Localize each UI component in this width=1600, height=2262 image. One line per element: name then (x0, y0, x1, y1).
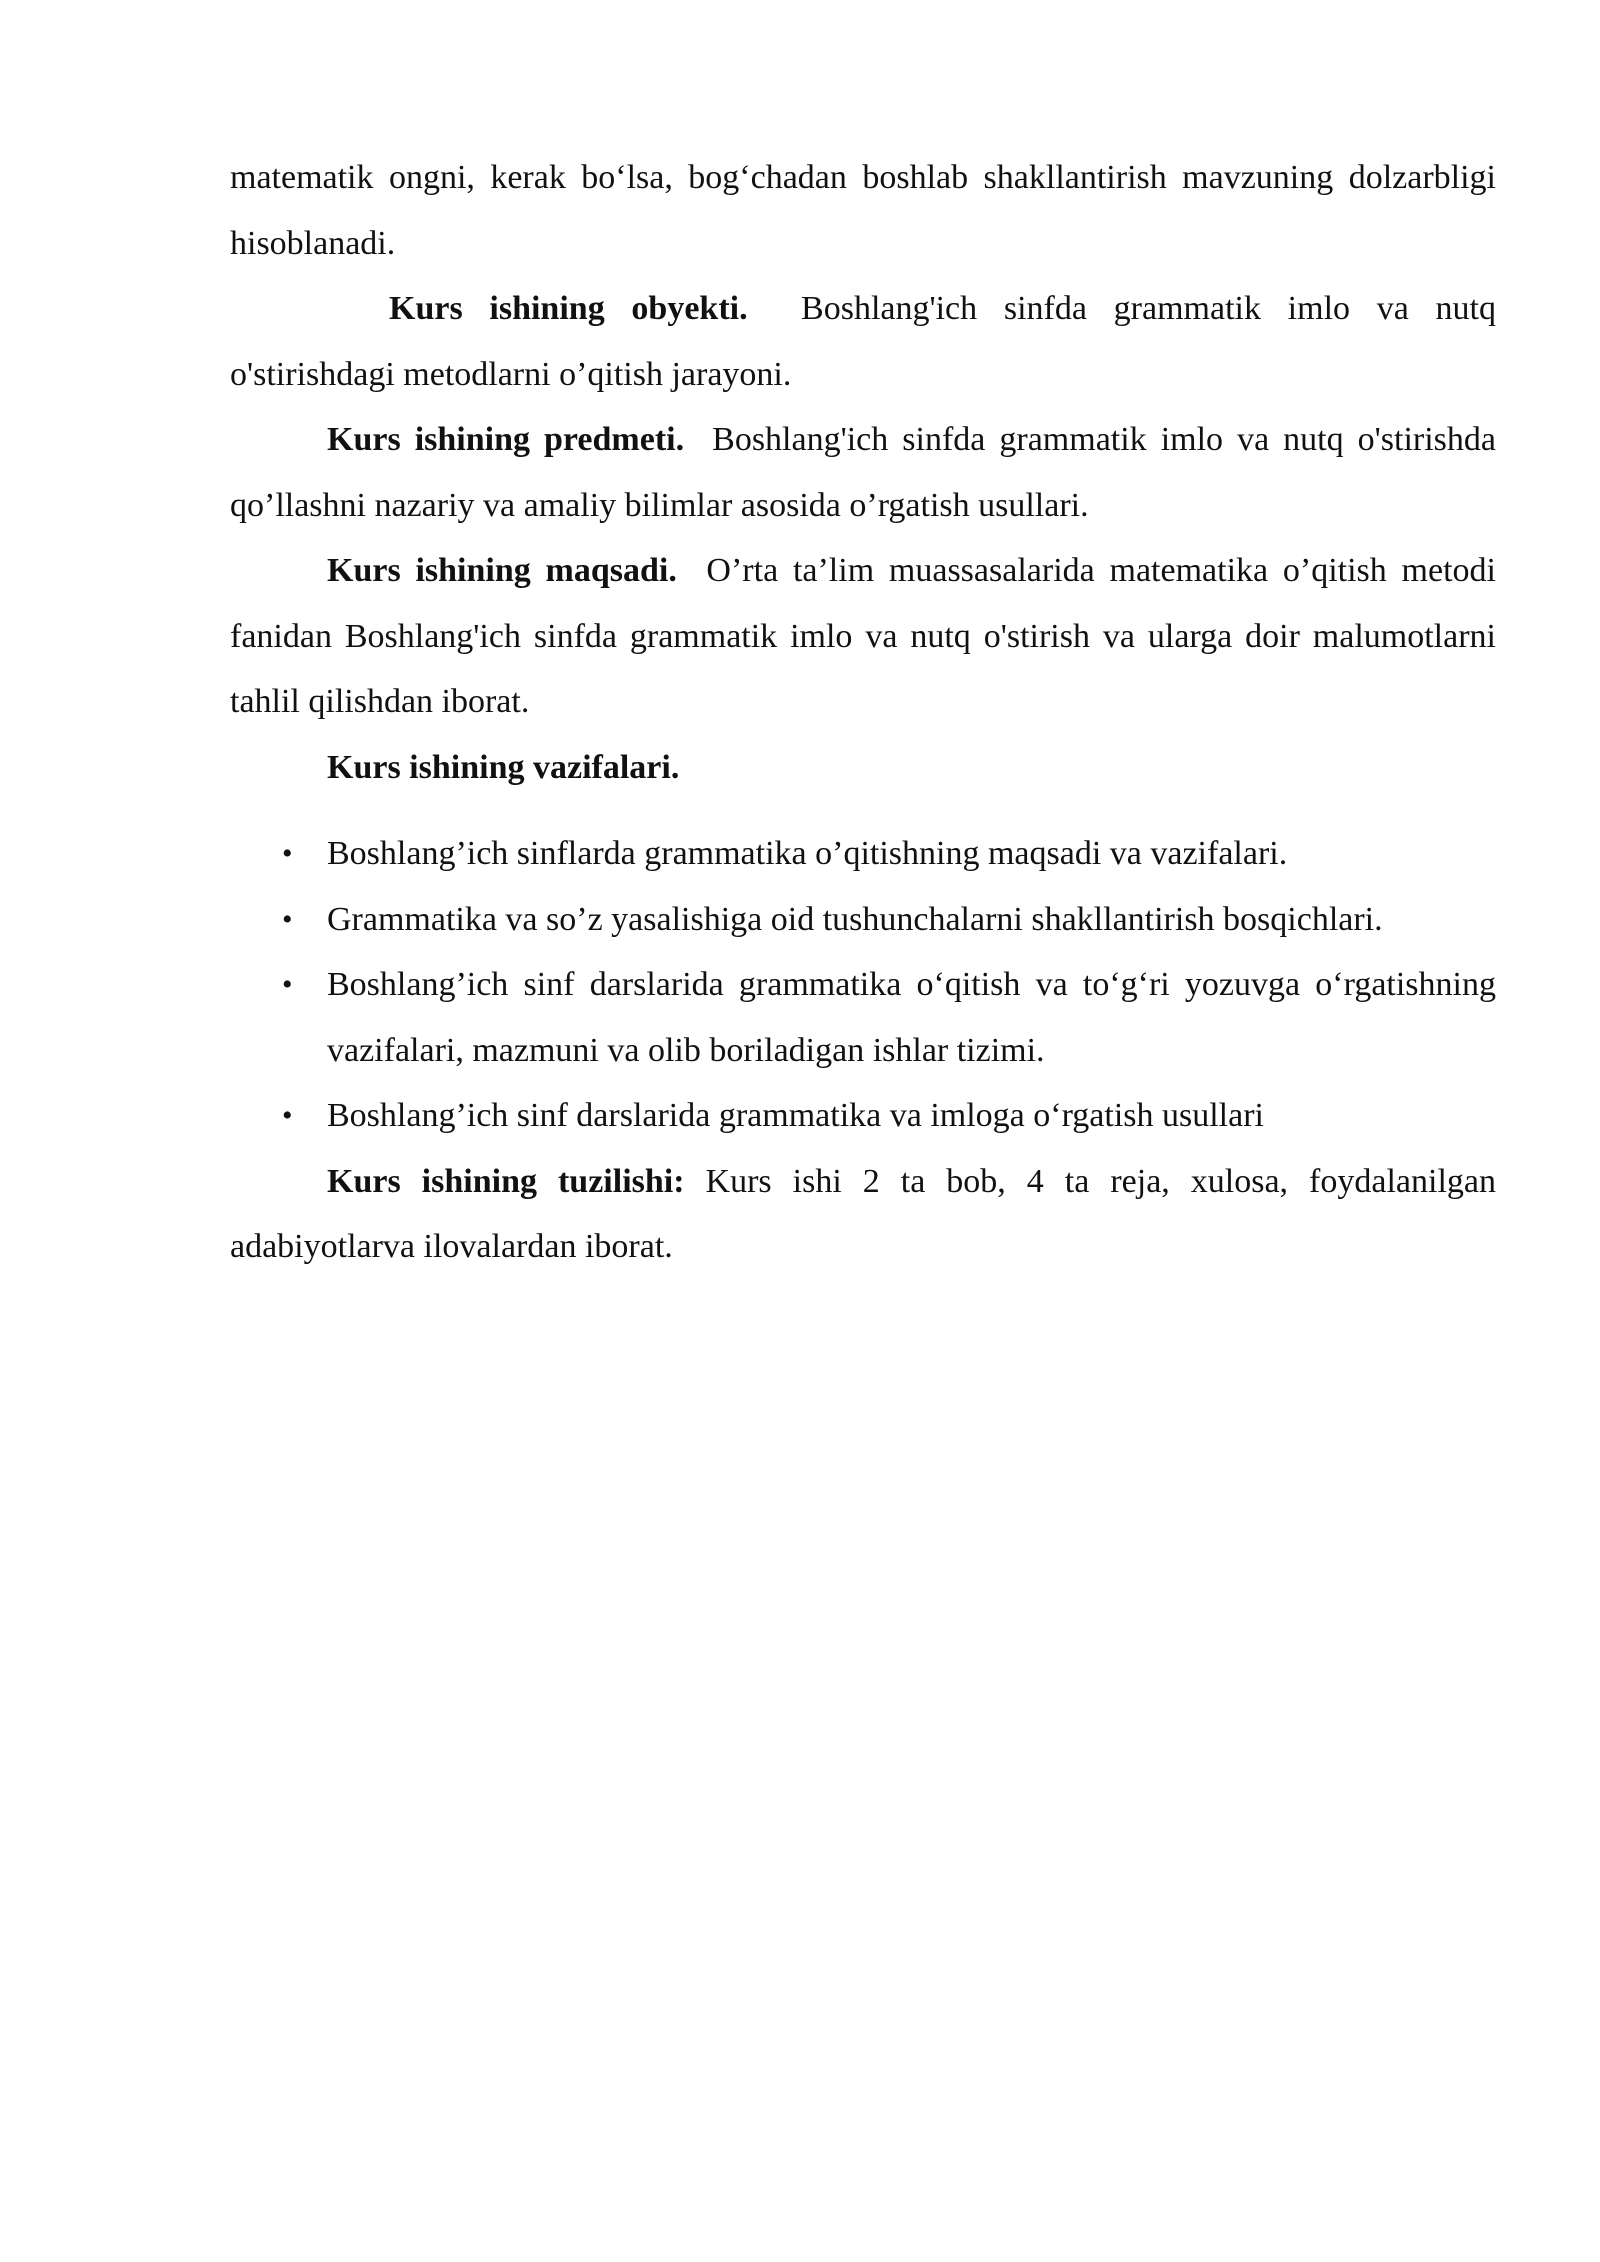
list-item (230, 952, 1496, 1083)
maqsad-label: Kurs ishining maqsadi. (327, 552, 677, 589)
tuzilish-label: Kurs ishining tuzilishi: (327, 1162, 685, 1200)
list-item-text: Boshlang’ich sinflarda grammatika o’qitishning maqsadi va vazifalari. (327, 835, 1288, 872)
obyekt-label: Kurs ishining obyekti. (389, 290, 748, 327)
bullet-icon: • (282, 1099, 293, 1132)
maqsad-text: O’rta ta’lim muassasalarida matematika o’qitish metodi fanidan Boshlang'ich sinfda grammatik imlo va nutq o'stirish va ularga doir malumotlarni tahlil qilishdan iborat. (230, 552, 1496, 720)
bullet-icon: • (282, 968, 293, 1001)
tuzilish-paragraph (230, 1149, 1496, 1280)
document-body (230, 145, 1496, 1280)
tuzilish-text: Kurs ishi 2 ta bob, 4 ta reja, xulosa, foydalanilgan adabiyotlarva ilovalardan iborat. (230, 1162, 1496, 1265)
intro-paragraph (230, 145, 1496, 276)
predmet-label: Kurs ishining predmeti. (327, 421, 685, 458)
obyekt-paragraph (230, 276, 1496, 407)
obyekt-text: Boshlang'ich sinfda grammatik imlo va nutq o'stirishdagi metodlarni o’qitish jarayoni. (230, 290, 1496, 393)
list-item-text: Grammatika va so’z yasalishiga oid tushunchalarni shakllantirish bosqichlari. (327, 900, 1383, 938)
bullet-icon: • (282, 837, 293, 870)
bullet-icon: • (282, 902, 293, 936)
predmet-paragraph (230, 407, 1496, 538)
list-item (230, 1083, 1496, 1149)
list-item (230, 887, 1496, 953)
vazifalar-list (230, 821, 1496, 1149)
intro-text: matematik ongni, kerak bo‘lsa, bog‘chadan boshlab shakllantirish mavzuning dolzarbligi hisoblanadi. (230, 159, 1496, 262)
list-item-text: Boshlang’ich sinf darslarida grammatika va imloga o‘rgatish usullari (327, 1097, 1264, 1134)
vazifa-label: Kurs ishining vazifalari. (327, 748, 680, 786)
predmet-text: Boshlang'ich sinfda grammatik imlo va nutq o'stirishda qo’llashni nazariy va amaliy bilimlar asosida o’rgatish usullari. (230, 421, 1496, 524)
list-item (230, 821, 1496, 887)
list-item-text: Boshlang’ich sinf darslarida grammatika o‘qitish va to‘g‘ri yozuvga o‘rgatishning vazifalari, mazmuni va olib boriladigan ishlar tizimi. (327, 966, 1496, 1069)
maqsad-paragraph (230, 538, 1496, 735)
vazifa-heading-paragraph (230, 735, 1496, 801)
